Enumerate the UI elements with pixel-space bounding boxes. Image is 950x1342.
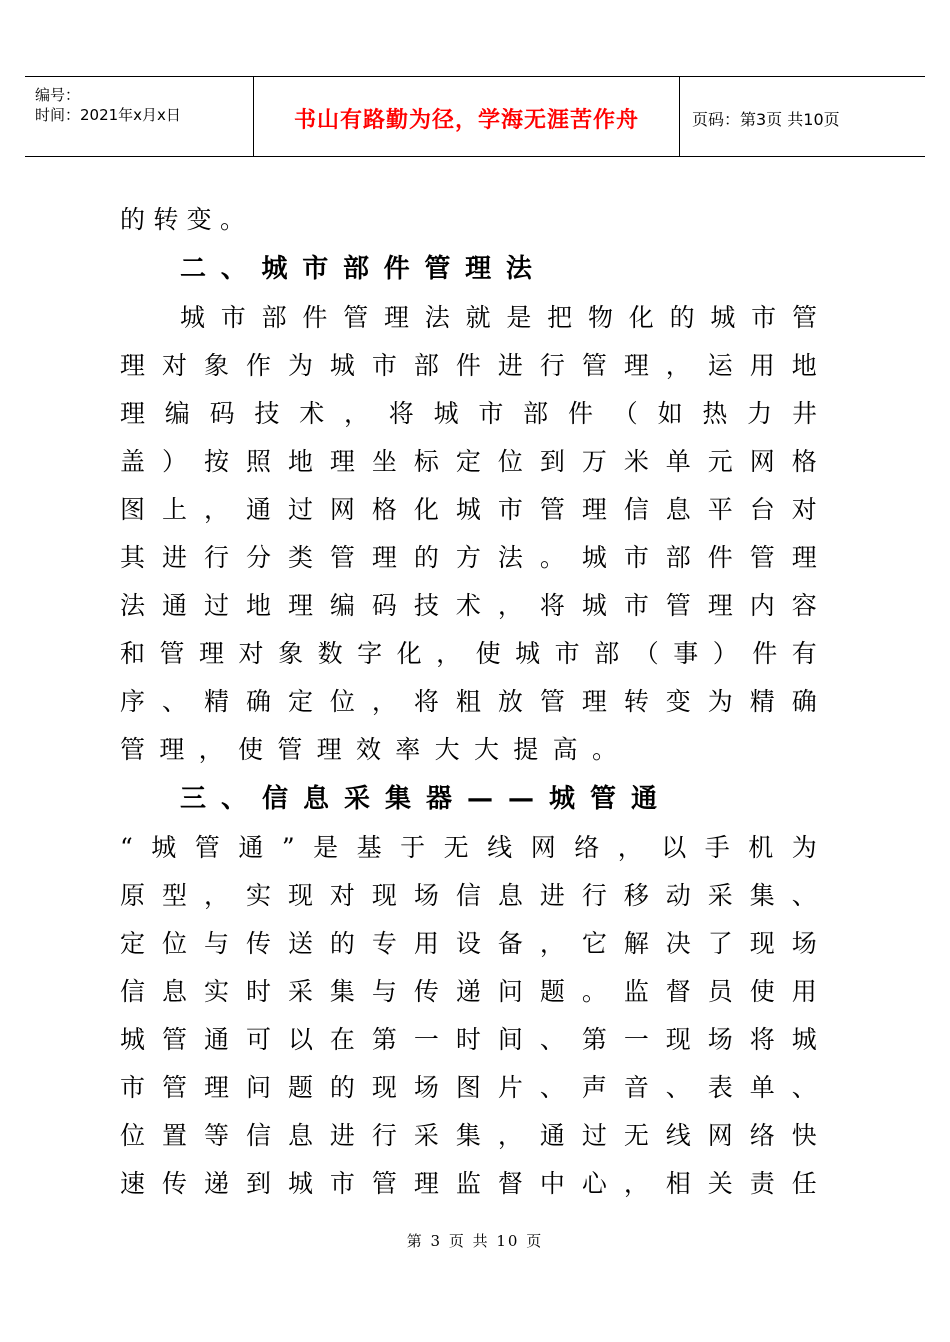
header-page-cell (680, 77, 925, 156)
page-footer: 第 3 页 共 10 页 (406, 1232, 544, 1250)
body-line: 理 编 码 技 术 ， 将 城 市 部 件 （ 如 热 力 井 (120, 399, 817, 428)
body-line: 序 、 精 确 定 位 ， 将 粗 放 管 理 转 变 为 精 确 (120, 687, 817, 716)
body-line: 原 型 ， 实 现 对 现 场 信 息 进 行 移 动 采 集 、 (120, 881, 817, 910)
body-line: 速 传 递 到 城 市 管 理 监 督 中 心 ， 相 关 责 任 (120, 1169, 817, 1198)
body-line: 定 位 与 传 送 的 专 用 设 备 ， 它 解 决 了 现 场 (120, 929, 817, 958)
body-line: 的 转 变 。 (120, 205, 245, 234)
body-line: 管 理 ， 使 管 理 效 率 大 大 提 高 。 (120, 735, 617, 764)
body-line: 其 进 行 分 类 管 理 的 方 法 。 城 市 部 件 管 理 (120, 543, 817, 572)
section-heading: 二 、 城 市 部 件 管 理 法 (180, 254, 532, 284)
header-motto-cell (254, 77, 680, 156)
number-label: 编号： (35, 86, 81, 104)
body-line: 位 置 等 信 息 进 行 采 集 ， 通 过 无 线 网 络 快 (120, 1121, 817, 1150)
page-info: 页码：第3页 共10页 (692, 110, 840, 129)
body-line: 图 上 ， 通 过 网 格 化 城 市 管 理 信 息 平 台 对 (120, 495, 817, 524)
body-line: 理 对 象 作 为 城 市 部 件 进 行 管 理 ， 运 用 地 (120, 351, 817, 380)
body-line: 城 管 通 可 以 在 第 一 时 间 、 第 一 现 场 将 城 (120, 1025, 817, 1054)
page-header (25, 76, 925, 157)
time-label: 时间：2021年x月x日 (35, 106, 181, 124)
body-line: 信 息 实 时 采 集 与 传 递 问 题 。 监 督 员 使 用 (120, 977, 817, 1006)
body-line: 市 管 理 问 题 的 现 场 图 片 、 声 音 、 表 单 、 (120, 1073, 817, 1102)
motto: 书山有路勤为径，学海无涯苦作舟 (293, 108, 639, 133)
body-line: 法 通 过 地 理 编 码 技 术 ， 将 城 市 管 理 内 容 (120, 591, 817, 620)
body-line: 城 市 部 件 管 理 法 就 是 把 物 化 的 城 市 管 (180, 303, 817, 332)
body-line: 和 管 理 对 象 数 字 化 ， 使 城 市 部 （ 事 ） 件 有 (120, 639, 817, 668)
section-heading: 三 、 信 息 采 集 器 — — 城 管 通 (180, 784, 657, 814)
body-line: “ 城 管 通 ” 是 基 于 无 线 网 络 ， 以 手 机 为 (120, 833, 817, 862)
header-meta-cell (25, 77, 254, 156)
body-line: 盖 ） 按 照 地 理 坐 标 定 位 到 万 米 单 元 网 格 (120, 447, 817, 476)
